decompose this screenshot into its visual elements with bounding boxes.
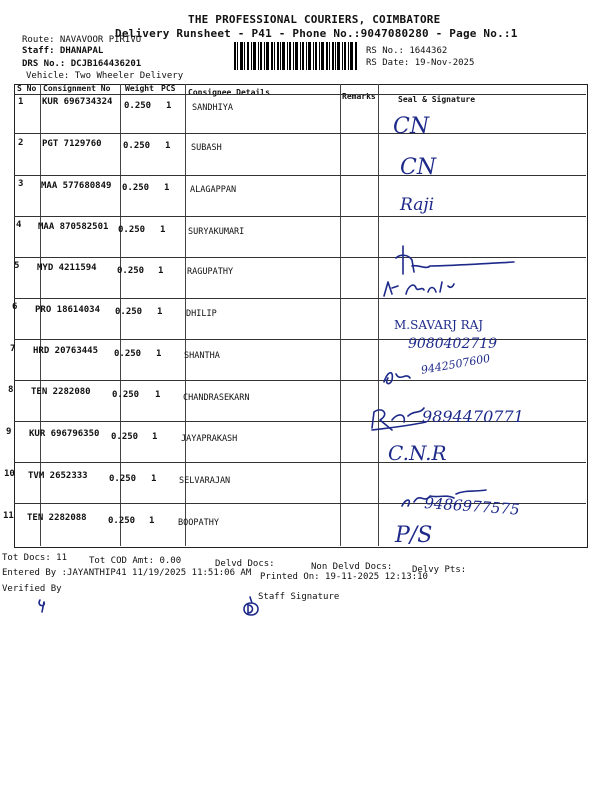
row-divider bbox=[14, 380, 586, 381]
row-consignment: KUR 696734324 bbox=[42, 97, 113, 107]
row-divider bbox=[14, 339, 586, 340]
row-pcs: 1 bbox=[157, 307, 163, 317]
row-consignee: ALAGAPPAN bbox=[190, 185, 237, 195]
row-pcs: 1 bbox=[158, 266, 164, 276]
delivered-docs: Delvd Docs: bbox=[215, 559, 275, 569]
row-sno: 7 bbox=[10, 344, 16, 354]
signature-row-6-phone: 9080402719 bbox=[408, 336, 498, 352]
row-consignment: MAA 870582501 bbox=[38, 222, 109, 232]
row-weight: 0.250 bbox=[108, 516, 136, 526]
row-sno: 4 bbox=[16, 220, 22, 230]
rs-date: RS Date: 19-Nov-2025 bbox=[366, 58, 475, 68]
header-sno: S No bbox=[17, 84, 37, 93]
row-sno: 11 bbox=[3, 511, 14, 521]
row-weight: 0.250 bbox=[115, 307, 143, 317]
row-sno: 6 bbox=[12, 302, 18, 312]
row-consignee: SELVARAJAN bbox=[179, 476, 231, 486]
verifier-signature bbox=[34, 596, 54, 616]
row-consignment: MAA 577680849 bbox=[41, 181, 112, 191]
row-sno: 1 bbox=[18, 97, 24, 107]
row-sno: 3 bbox=[18, 179, 24, 189]
signature-row-8-phone: 9894470771 bbox=[422, 407, 524, 426]
row-consignment: TEN 2282088 bbox=[27, 513, 87, 523]
row-consignee: SHANTHA bbox=[184, 351, 220, 361]
barcode-image bbox=[234, 42, 358, 70]
runsheet-table bbox=[14, 84, 588, 548]
row-divider bbox=[14, 175, 586, 176]
row-pcs: 1 bbox=[166, 101, 172, 111]
signature-row-1: CN bbox=[393, 114, 430, 139]
header-consignment: Consignment No bbox=[43, 84, 111, 93]
header-pcs: PCS bbox=[161, 84, 176, 93]
row-consignee: BOOPATHY bbox=[178, 518, 219, 528]
row-pcs: 1 bbox=[151, 474, 157, 484]
staff-signature-label: Staff Signature bbox=[258, 592, 340, 602]
row-pcs: 1 bbox=[164, 183, 170, 193]
header-weight: Weight bbox=[125, 84, 154, 93]
company-title: THE PROFESSIONAL COURIERS, COIMBATORE bbox=[188, 13, 441, 26]
row-weight: 0.250 bbox=[114, 349, 142, 359]
row-consignment: MYD 4211594 bbox=[37, 263, 97, 273]
row-weight: 0.250 bbox=[111, 432, 139, 442]
signature-row-3: Raji bbox=[400, 195, 435, 215]
entered-by: Entered By :JAYANTHIP41 11/19/2025 11:51:06 AM bbox=[2, 568, 252, 578]
verified-by: Verified By bbox=[2, 584, 62, 594]
staff-signature-mark bbox=[238, 595, 268, 621]
row-divider bbox=[14, 216, 586, 217]
row-weight: 0.250 bbox=[122, 183, 150, 193]
row-sno: 2 bbox=[18, 138, 24, 148]
rs-number: RS No.: 1644362 bbox=[366, 46, 448, 56]
row-consignment: TEN 2282080 bbox=[31, 387, 91, 397]
row-consignment: KUR 696796350 bbox=[29, 429, 100, 439]
col-divider bbox=[378, 84, 379, 546]
row-pcs: 1 bbox=[152, 432, 158, 442]
row-weight: 0.250 bbox=[124, 101, 152, 111]
delivery-points: Delvy Pts: bbox=[412, 565, 467, 575]
header-remarks: Remarks bbox=[342, 92, 376, 101]
row-sno: 10 bbox=[4, 469, 15, 479]
signature-row-7-mark bbox=[380, 364, 420, 390]
row-weight: 0.250 bbox=[117, 266, 145, 276]
row-pcs: 1 bbox=[149, 516, 155, 526]
drs-number: DRS No.: DCJB164436201 bbox=[22, 59, 142, 69]
row-divider bbox=[14, 94, 586, 95]
row-sno: 8 bbox=[8, 385, 14, 395]
header-seal: Seal & Signature bbox=[398, 95, 476, 104]
header-consignee: Consignee Details bbox=[188, 88, 270, 97]
signature-row-11: P/S bbox=[395, 523, 433, 548]
row-consignee: SURYAKUMARI bbox=[188, 227, 245, 237]
runsheet-title: Delivery Runsheet - P41 - Phone No.:9047080280 - Page No.:1 bbox=[115, 27, 518, 40]
route-label: Route: NAVAVOOR PIRIVU bbox=[22, 35, 142, 45]
row-consignee: RAGUPATHY bbox=[187, 267, 234, 277]
signature-row-6-name: M.SAVARJ RAJ bbox=[394, 318, 484, 332]
row-sno: 5 bbox=[14, 261, 20, 271]
row-divider bbox=[14, 462, 586, 463]
row-consignment: HRD 20763445 bbox=[33, 346, 99, 356]
row-consignment: TVM 2652333 bbox=[28, 471, 88, 481]
row-consignment: PGT 7129760 bbox=[42, 139, 102, 149]
staff-label: Staff: DHANAPAL bbox=[22, 46, 104, 56]
row-weight: 0.250 bbox=[112, 390, 140, 400]
total-cod-amount: Tot COD Amt: 0.00 bbox=[89, 556, 182, 566]
signature-row-8-mark bbox=[368, 400, 428, 434]
row-consignee: JAYAPRAKASH bbox=[181, 434, 238, 444]
signature-row-2: CN bbox=[400, 155, 437, 180]
row-pcs: 1 bbox=[155, 390, 161, 400]
row-consignee: CHANDRASEKARN bbox=[183, 393, 250, 403]
row-pcs: 1 bbox=[160, 225, 166, 235]
signature-row-4-5 bbox=[378, 236, 518, 304]
row-consignee: SUBASH bbox=[191, 143, 222, 153]
signature-row-7-phone: 9442507600 bbox=[420, 351, 492, 377]
signature-row-9: C.N.R bbox=[388, 441, 447, 465]
row-pcs: 1 bbox=[165, 141, 171, 151]
vehicle-label: Vehicle: Two Wheeler Delivery bbox=[26, 71, 184, 81]
non-delivered-docs: Non Delvd Docs: bbox=[311, 562, 393, 572]
col-divider bbox=[340, 84, 341, 546]
row-weight: 0.250 bbox=[109, 474, 137, 484]
row-sno: 9 bbox=[6, 427, 12, 437]
row-consignment: PRO 18614034 bbox=[35, 305, 101, 315]
signature-row-10-phone: 9486977575 bbox=[423, 494, 521, 519]
row-consignee: SANDHIYA bbox=[192, 103, 233, 113]
printed-on: Printed On: 19-11-2025 12:13:10 bbox=[260, 572, 428, 582]
row-weight: 0.250 bbox=[118, 225, 146, 235]
row-consignee: DHILIP bbox=[186, 309, 217, 319]
row-divider bbox=[14, 133, 586, 134]
total-docs: Tot Docs: 11 bbox=[2, 553, 68, 563]
row-pcs: 1 bbox=[156, 349, 162, 359]
row-weight: 0.250 bbox=[123, 141, 151, 151]
